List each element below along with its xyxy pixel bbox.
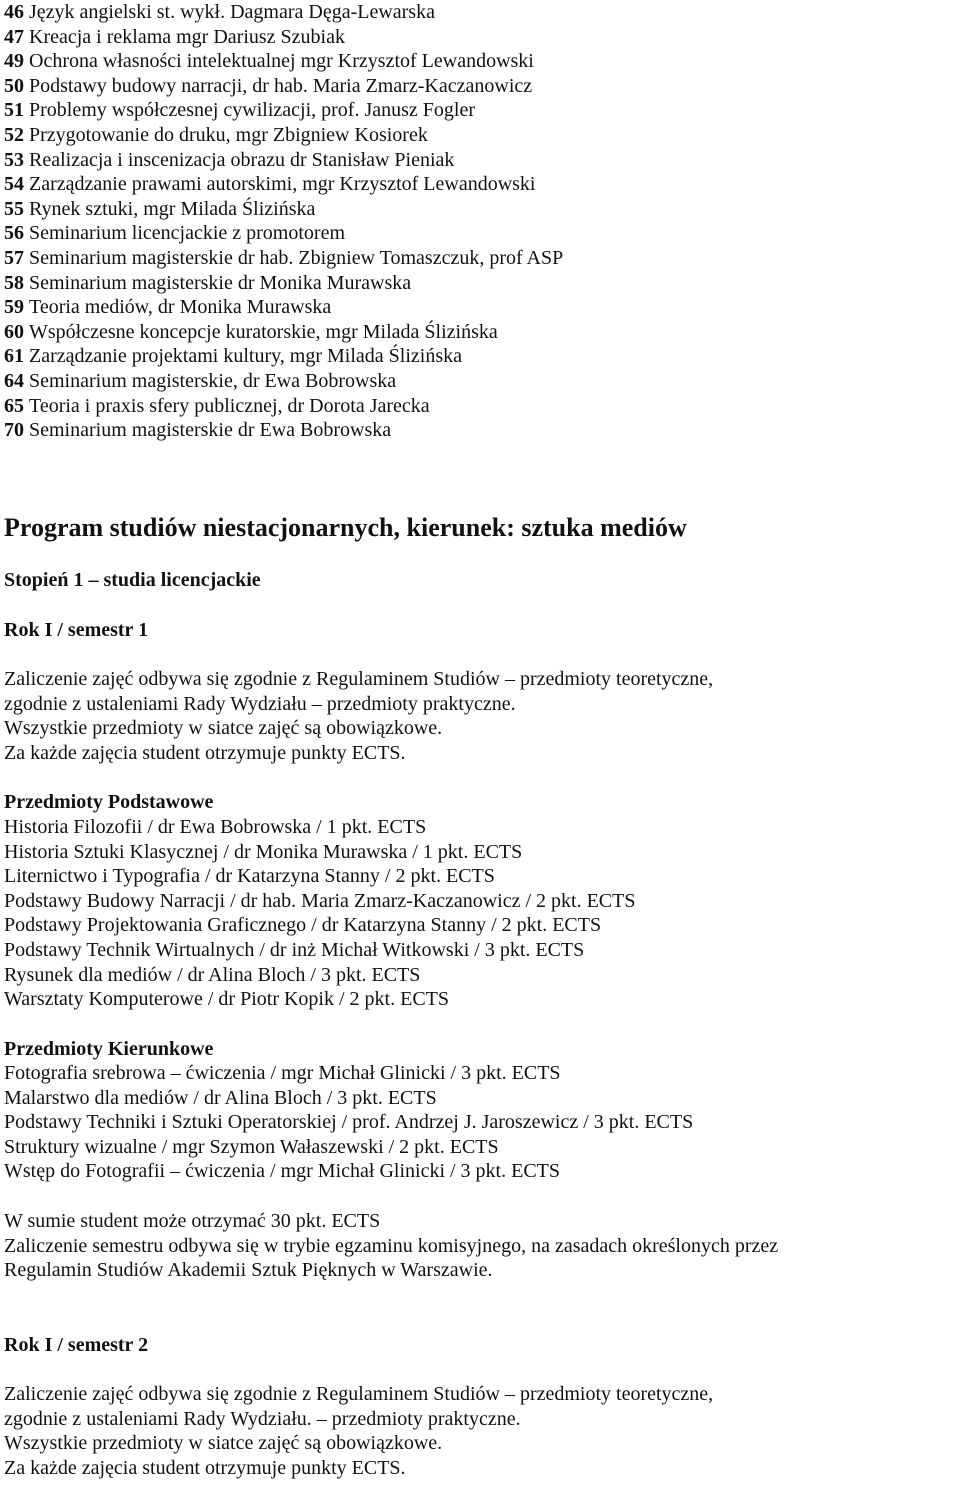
semester-1-heading: Rok I / semestr 1 [4,619,149,641]
intro-line: Wszystkie przedmioty w siatce zajęć są obowiązkowe. [4,717,443,740]
summary-line: Zaliczenie semestru odbywa się w trybie egzaminu komisyjnego, na zasadach określonych przez [4,1234,779,1257]
intro-line: zgodnie z ustaleniami Rady Wydziału – przedmioty praktyczne. [4,692,516,715]
list-item [4,320,954,345]
intro-line: Zaliczenie zajęć odbywa się zgodnie z Regulaminem Studiów – przedmioty teoretyczne, [4,1383,714,1405]
summary-line: Regulamin Studiów Akademii Sztuk Pięknych w Warszawie. [4,1259,493,1282]
subject-item: Podstawy Techniki i Sztuki Operatorskiej / prof. Andrzej J. Jaroszewicz / 3 pkt. ECTS [4,1111,694,1134]
item-number: 60 [4,320,24,343]
item-number: 46 [4,1,24,23]
intro-line: Wszystkie przedmioty w siatce zajęć są obowiązkowe. [4,1432,443,1455]
basic-subjects-heading: Przedmioty Podstawowe [4,791,214,813]
program-title: Program studiów niestacjonarnych, kierunek: sztuka mediów [4,513,687,542]
course-list [4,0,954,443]
subject-item: Liternictwo i Typografia / dr Katarzyna Stanny / 2 pkt. ECTS [4,865,495,888]
subject-item: Struktury wizualne / mgr Szymon Wałaszewski / 2 pkt. ECTS [4,1135,499,1158]
item-text: Seminarium licencjackie z promotorem [29,222,345,245]
major-subjects-heading: Przedmioty Kierunkowe [4,1038,214,1060]
semester-1-summary [4,1209,959,1283]
semester-2-intro [4,1382,959,1480]
item-number: 51 [4,99,24,122]
item-text: Teoria mediów, dr Monika Murawska [29,296,332,319]
item-number: 61 [4,345,24,368]
list-item [4,197,954,222]
list-item [4,271,954,296]
list-item [4,246,954,271]
item-text: Teoria i praxis sfery publicznej, dr Dorota Jarecka [29,394,430,417]
item-text: Realizacja i inscenizacja obrazu dr Stanisław Pieniak [29,148,455,171]
list-item [4,49,954,74]
item-number: 70 [4,419,24,442]
degree-heading: Stopień 1 – studia licencjackie [4,569,261,591]
item-number: 53 [4,148,24,171]
item-text: Seminarium magisterskie dr Monika Murawska [29,271,412,294]
list-item [4,418,954,443]
list-item [4,74,954,99]
list-item [4,344,954,369]
item-text: Podstawy budowy narracji, dr hab. Maria Zmarz-Kaczanowicz [29,74,533,97]
list-item [4,221,954,246]
item-text: Ochrona własności intelektualnej mgr Krzysztof Lewandowski [29,50,534,73]
item-number: 52 [4,123,24,146]
subject-item: Historia Sztuki Klasycznej / dr Monika Murawska / 1 pkt. ECTS [4,840,523,863]
item-text: Seminarium magisterskie dr hab. Zbigniew Tomaszczuk, prof ASP [29,246,564,269]
item-number: 57 [4,246,24,269]
item-number: 65 [4,394,24,417]
list-item [4,172,954,197]
subject-item: Historia Filozofii / dr Ewa Bobrowska / 1 pkt. ECTS [4,816,427,838]
item-text: Przygotowanie do druku, mgr Zbigniew Kosiorek [29,123,428,146]
list-item [4,25,954,50]
item-number: 47 [4,25,24,48]
item-number: 49 [4,50,24,73]
list-item [4,123,954,148]
item-number: 50 [4,74,24,97]
item-text: Seminarium magisterskie, dr Ewa Bobrowska [29,369,397,392]
item-text: Problemy współczesnej cywilizacji, prof. Janusz Fogler [29,99,475,122]
intro-line: zgodnie z ustaleniami Rady Wydziału. – przedmioty praktyczne. [4,1407,521,1430]
item-number: 56 [4,222,24,245]
subject-item: Podstawy Projektowania Graficznego / dr Katarzyna Stanny / 2 pkt. ECTS [4,914,602,937]
semester-1-intro [4,667,959,765]
subject-item: Wstęp do Fotografii – ćwiczenia / mgr Michał Glinicki / 3 pkt. ECTS [4,1160,561,1183]
intro-line: Za każde zajęcia student otrzymuje punkty ECTS. [4,1456,406,1479]
subject-item: Fotografia srebrowa – ćwiczenia / mgr Michał Glinicki / 3 pkt. ECTS [4,1062,561,1084]
item-text: Seminarium magisterskie dr Ewa Bobrowska [29,419,392,442]
item-number: 64 [4,369,24,392]
list-item [4,0,954,25]
subject-item: Podstawy Technik Wirtualnych / dr inż Michał Witkowski / 3 pkt. ECTS [4,938,585,961]
list-item [4,394,954,419]
major-subjects-list [4,1061,959,1184]
summary-line: W sumie student może otrzymać 30 pkt. ECTS [4,1210,381,1232]
intro-line: Zaliczenie zajęć odbywa się zgodnie z Regulaminem Studiów – przedmioty teoretyczne, [4,668,714,690]
item-text: Zarządzanie prawami autorskimi, mgr Krzysztof Lewandowski [29,173,536,196]
item-text: Kreacja i reklama mgr Dariusz Szubiak [29,25,345,48]
semester-2-heading: Rok I / semestr 2 [4,1334,149,1356]
item-number: 59 [4,296,24,319]
subject-item: Warsztaty Komputerowe / dr Piotr Kopik / 2 pkt. ECTS [4,988,449,1011]
subject-item: Podstawy Budowy Narracji / dr hab. Maria Zmarz-Kaczanowicz / 2 pkt. ECTS [4,889,636,912]
subject-item: Malarstwo dla mediów / dr Alina Bloch / 3 pkt. ECTS [4,1086,437,1109]
item-text: Język angielski st. wykł. Dagmara Dęga-Lewarska [29,1,435,23]
basic-subjects-list [4,815,959,1012]
list-item [4,369,954,394]
list-item [4,98,954,123]
item-text: Współczesne koncepcje kuratorskie, mgr Milada Ślizińska [29,320,498,343]
list-item [4,295,954,320]
list-item [4,148,954,173]
item-number: 54 [4,173,24,196]
item-number: 58 [4,271,24,294]
item-number: 55 [4,197,24,220]
item-text: Zarządzanie projektami kultury, mgr Milada Ślizińska [29,345,463,368]
subject-item: Rysunek dla mediów / dr Alina Bloch / 3 pkt. ECTS [4,963,421,986]
intro-line: Za każde zajęcia student otrzymuje punkty ECTS. [4,741,406,764]
item-text: Rynek sztuki, mgr Milada Ślizińska [29,197,316,220]
